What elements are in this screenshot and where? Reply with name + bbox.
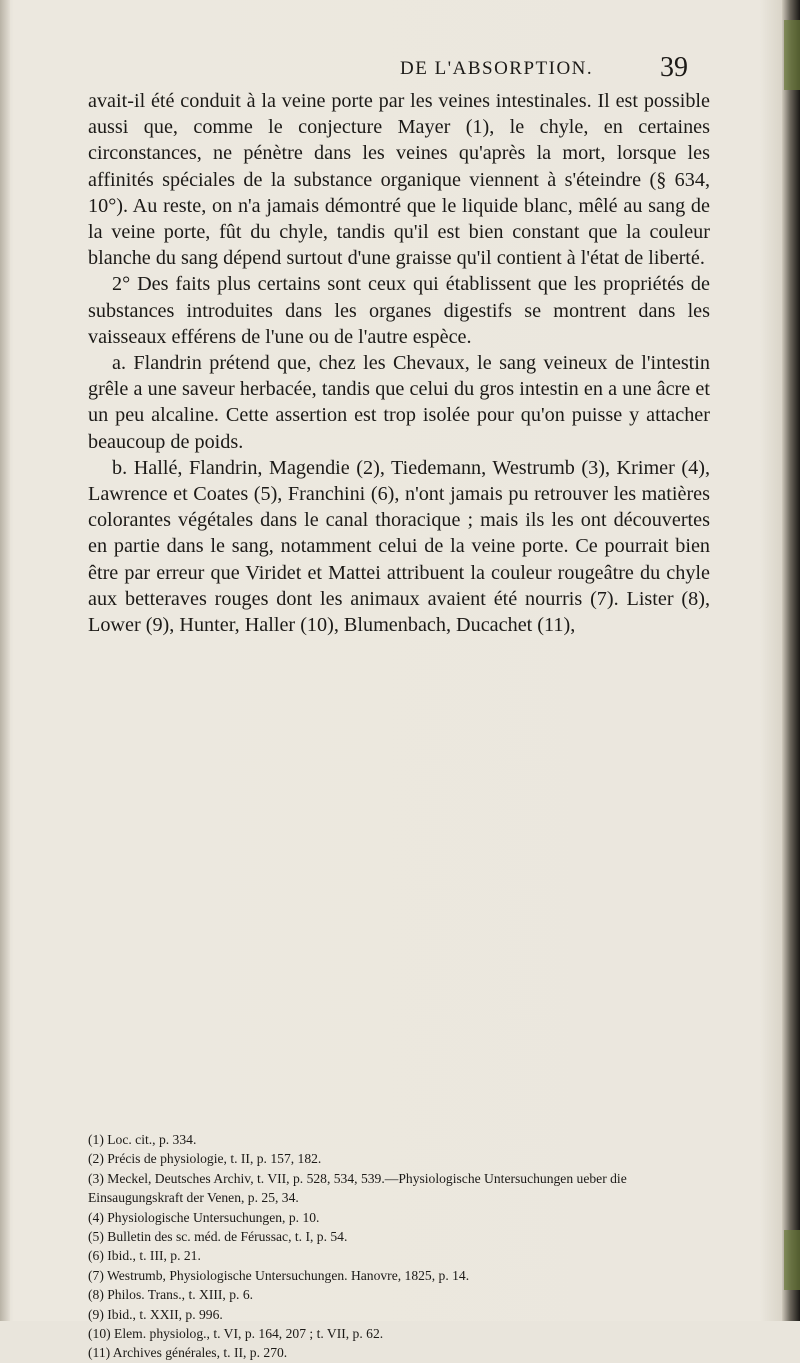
- paragraph: a. Flandrin prétend que, chez les Chevaux, le sang veineux de l'intestin grêle a une saveur herbacée, tandis que celui du gros intestin en a une âcre et un peu alcaline. Cette assertion est trop isolée pour qu'on puisse y attacher beaucoup de poids.: [88, 352, 710, 453]
- footnote: (7) Westrumb, Physiologische Untersuchungen. Hanovre, 1825, p. 14.: [88, 1267, 470, 1283]
- paragraph: 2° Des faits plus certains sont ceux qui établissent que les propriétés de substances introduites dans les organes digestifs se montrent dans les vaisseaux efférens de l'une ou de l'autre espèce.: [88, 273, 710, 348]
- footnote: (3) Meckel, Deutsches Archiv, t. VII, p. 528, 534, 539.—Physiologische Untersuchungen ueber die Einsaugungskraft der Venen, p. 25, 34.: [88, 1170, 627, 1206]
- body-text: [88, 88, 710, 638]
- footnote: (10) Elem. physiolog., t. VI, p. 164, 207 ; t. VII, p. 62.: [88, 1326, 384, 1342]
- footnote: (1) Loc. cit., p. 334.: [88, 1132, 197, 1147]
- footnote: (11) Archives générales, t. II, p. 270.: [88, 1345, 288, 1361]
- footnote: (2) Précis de physiologie, t. II, p. 157, 182.: [88, 1151, 322, 1167]
- paragraph: b. Hallé, Flandrin, Magendie (2), Tiedemann, Westrumb (3), Krimer (4), Lawrence et Coates (5), Franchini (6), n'ont jamais pu retrouver les matières colorantes végétales dans le canal thoracique ; mais ils les ont découvertes en partie dans le sang, notamment celui de la veine porte. Ce pourrait bien être par erreur que Viridet et Mattei attribuent la couleur rougeâtre du chyle aux betteraves rouges dont les animaux avaient été nourris (7). Lister (8), Lower (9), Hunter, Haller (10), Blumenbach, Ducachet (11),: [88, 456, 710, 637]
- running-head: DE L'ABSORPTION.: [400, 58, 594, 79]
- page-gutter-shadow: [0, 0, 10, 1321]
- footnote: (8) Philos. Trans., t. XIII, p. 6.: [88, 1287, 254, 1303]
- page-number: 39: [660, 52, 688, 83]
- page-edge-mark: [784, 20, 800, 90]
- page-edge: [782, 0, 800, 1321]
- paragraph: avait-il été conduit à la veine porte par les veines intestinales. Il est possible aussi que, comme le conjecture Mayer (1), le chyle, en certaines circonstances, ne pénètre dans les veines qu'après la mort, lorsque les affinités spéciales de la substance organique viennent à s'éteindre (§ 634, 10°). Au reste, on n'a jamais démontré que le liquide blanc, mêlé au sang de la veine porte, fût du chyle, tandis qu'il est bien constant que la couleur blanche du sang dépend surtout d'une graisse qu'il contient à l'état de liberté.: [88, 90, 710, 270]
- footnotes: [88, 1130, 710, 1363]
- page-header: [90, 50, 710, 90]
- footnote: (9) Ibid., t. XXII, p. 996.: [88, 1306, 223, 1322]
- footnote: (6) Ibid., t. III, p. 21.: [88, 1248, 201, 1264]
- page-edge-mark: [784, 1230, 800, 1290]
- footnote: (4) Physiologische Untersuchungen, p. 10.: [88, 1209, 320, 1225]
- footnote: (5) Bulletin des sc. méd. de Férussac, t. I, p. 54.: [88, 1229, 348, 1245]
